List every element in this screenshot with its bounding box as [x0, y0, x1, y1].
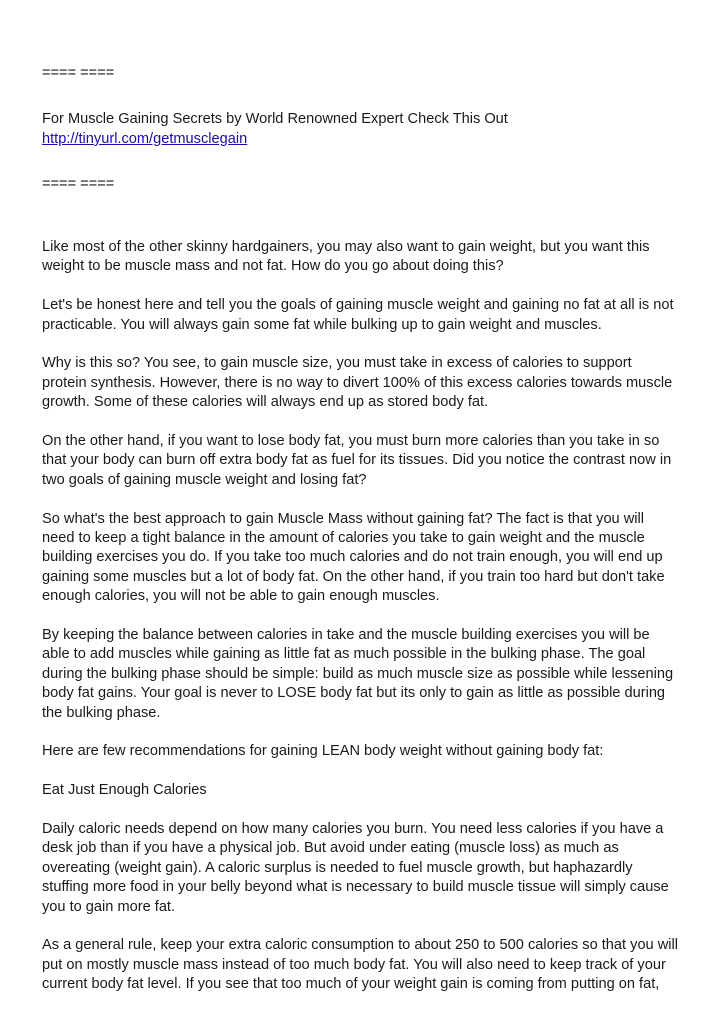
paragraph-line: On the other hand, if you want to lose body fat, you must burn more calories than you take in so: [42, 433, 660, 450]
paragraph: [42, 781, 688, 800]
paragraph-line: Eat Just Enough Calories: [42, 782, 207, 799]
paragraph-line: you to gain more fat.: [42, 898, 176, 915]
paragraph-line: Daily caloric needs depend on how many calories you burn. You need less calories if you have a: [42, 821, 664, 838]
paragraph-line: protein synthesis. However, there is no way to divert 100% of this excess calories towards muscle: [42, 374, 673, 391]
separator-bottom: ==== ====: [42, 176, 115, 192]
article-body: [42, 238, 688, 995]
paragraph: [42, 354, 688, 412]
paragraph: [42, 742, 688, 761]
paragraph-line: growth. Some of these calories will always end up as stored body fat.: [42, 394, 489, 411]
promo-link[interactable]: http://tinyurl.com/getmusclegain: [42, 131, 248, 147]
paragraph-line: stuffing more food in your belly beyond what is necessary to build muscle tissue will simply cause: [42, 879, 669, 896]
paragraph-line: enough calories, you will not be able to gain enough muscles.: [42, 588, 440, 605]
paragraph-line: Let's be honest here and tell you the goals of gaining muscle weight and gaining no fat at all is not: [42, 297, 674, 314]
paragraph-line: Like most of the other skinny hardgainers, you may also want to gain weight, but you want this: [42, 239, 650, 255]
paragraph-line: Why is this so? You see, to gain muscle size, you must take in excess of calories to support: [42, 355, 632, 372]
paragraph-line: As a general rule, keep your extra caloric consumption to about 250 to 500 calories so that you will: [42, 937, 678, 954]
paragraph-line: that your body can burn off extra body fat as fuel for its tissues. Did you notice the contrast now in: [42, 452, 672, 469]
paragraph-line: By keeping the balance between calories in take and the muscle building exercises you will be: [42, 627, 650, 644]
paragraph: [42, 820, 688, 917]
paragraph-line: desk job than if you have a physical job. But avoid under eating (muscle loss) as much as: [42, 840, 619, 857]
separator-top: ==== ====: [42, 65, 115, 81]
paragraph-line: body fat gains. Your goal is never to LOSE body fat but its only to gain as little as possible during: [42, 685, 666, 702]
paragraph-line: practicable. You will always gain some fat while bulking up to gain weight and muscles.: [42, 316, 602, 333]
paragraph-line: able to add muscles while gaining as little fat as much possible in the bulking phase. The goal: [42, 646, 646, 663]
promo-text: For Muscle Gaining Secrets by World Renowned Expert Check This Out: [42, 111, 508, 127]
paragraph-line: put on mostly muscle mass instead of too much body fat. You will also need to keep track of your: [42, 956, 666, 973]
paragraph-line: weight to be muscle mass and not fat. How do you go about doing this?: [42, 258, 504, 275]
paragraph-line: need to keep a tight balance in the amount of calories you take to gain weight and the muscle: [42, 530, 645, 547]
paragraph-line: Here are few recommendations for gaining LEAN body weight without gaining body fat:: [42, 743, 604, 760]
paragraph-line: So what's the best approach to gain Muscle Mass without gaining fat? The fact is that you will: [42, 510, 644, 527]
paragraph-line: current body fat level. If you see that too much of your weight gain is coming from putting on fat,: [42, 976, 660, 993]
paragraph: [42, 432, 688, 490]
paragraph-line: during the bulking phase should be simple: build as much muscle size as possible while lessening: [42, 665, 674, 682]
paragraph-line: overeating (weight gain). A caloric surplus is needed to fuel muscle growth, but haphazardly: [42, 859, 633, 876]
paragraph: [42, 296, 688, 335]
promo-block: [42, 109, 688, 149]
paragraph: [42, 238, 688, 277]
paragraph: [42, 626, 688, 723]
paragraph-line: gaining some muscles but a lot of body fat. On the other hand, if you train too hard but don't take: [42, 568, 665, 585]
paragraph-line: building exercises you do. If you take too much calories and do not train enough, you will end up: [42, 549, 663, 566]
paragraph: [42, 936, 688, 994]
paragraph: [42, 510, 688, 607]
paragraph-line: two goals of gaining muscle weight and losing fat?: [42, 471, 367, 488]
paragraph-line: the bulking phase.: [42, 704, 161, 721]
